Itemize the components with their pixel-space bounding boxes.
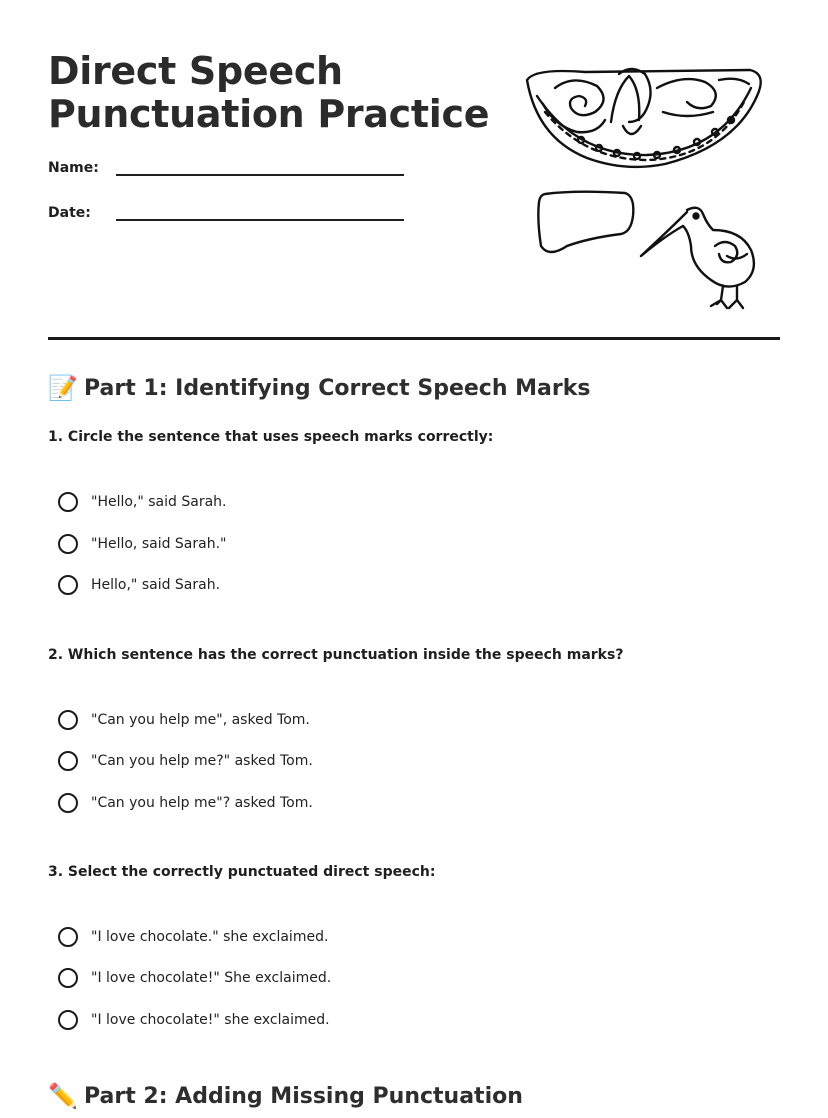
question-1: 1. Circle the sentence that uses speech marks correctly: xyxy=(48,429,494,445)
option-text: "Can you help me?" asked Tom. xyxy=(91,753,313,769)
option-text: Hello," said Sarah. xyxy=(91,577,221,593)
q2-option-b[interactable] xyxy=(58,751,313,771)
radio-circle[interactable] xyxy=(58,1010,78,1030)
date-field[interactable] xyxy=(48,205,91,221)
header-illustration xyxy=(515,60,775,315)
radio-circle[interactable] xyxy=(58,710,78,730)
title-line-2: Punctuation Practice xyxy=(48,92,490,136)
q3-option-c[interactable] xyxy=(58,1010,330,1030)
memo-icon: 📝 xyxy=(48,374,78,402)
name-field[interactable] xyxy=(48,160,99,176)
option-text: "I love chocolate!" she exclaimed. xyxy=(91,1012,330,1028)
option-text: "Hello," said Sarah. xyxy=(91,494,227,510)
radio-circle[interactable] xyxy=(58,575,78,595)
question-3: 3. Select the correctly punctuated direct speech: xyxy=(48,864,436,880)
part1-heading xyxy=(48,374,590,402)
header-divider xyxy=(48,337,780,340)
q2-option-c[interactable] xyxy=(58,793,313,813)
radio-circle[interactable] xyxy=(58,751,78,771)
part2-heading xyxy=(48,1082,523,1110)
q1-option-a[interactable] xyxy=(58,492,227,512)
page-title xyxy=(48,50,489,136)
speech-bubble-icon xyxy=(538,192,633,252)
option-text: "Can you help me"? asked Tom. xyxy=(91,795,313,811)
q3-option-b[interactable] xyxy=(58,968,331,988)
question-2: 2. Which sentence has the correct punctuation inside the speech marks? xyxy=(48,647,624,663)
option-text: "Can you help me", asked Tom. xyxy=(91,712,310,728)
radio-circle[interactable] xyxy=(58,534,78,554)
radio-circle[interactable] xyxy=(58,927,78,947)
name-label: Name: xyxy=(48,160,99,176)
radio-circle[interactable] xyxy=(58,793,78,813)
option-text: "Hello, said Sarah." xyxy=(91,536,227,552)
part1-heading-text: Part 1: Identifying Correct Speech Marks xyxy=(84,375,591,401)
q3-option-a[interactable] xyxy=(58,927,328,947)
option-text: "I love chocolate!" She exclaimed. xyxy=(91,970,332,986)
q2-option-a[interactable] xyxy=(58,710,310,730)
option-text: "I love chocolate." she exclaimed. xyxy=(91,929,329,945)
date-label: Date: xyxy=(48,205,91,221)
maori-carving-icon xyxy=(527,69,761,167)
date-line[interactable] xyxy=(116,219,404,221)
part2-heading-text: Part 2: Adding Missing Punctuation xyxy=(84,1083,523,1109)
name-line[interactable] xyxy=(116,174,404,176)
pencil-icon: ✏️ xyxy=(48,1082,78,1110)
kiwi-bird-icon xyxy=(641,208,754,308)
radio-circle[interactable] xyxy=(58,492,78,512)
q1-option-c[interactable] xyxy=(58,575,220,595)
radio-circle[interactable] xyxy=(58,968,78,988)
q1-option-b[interactable] xyxy=(58,534,227,554)
title-line-1: Direct Speech xyxy=(48,49,343,93)
